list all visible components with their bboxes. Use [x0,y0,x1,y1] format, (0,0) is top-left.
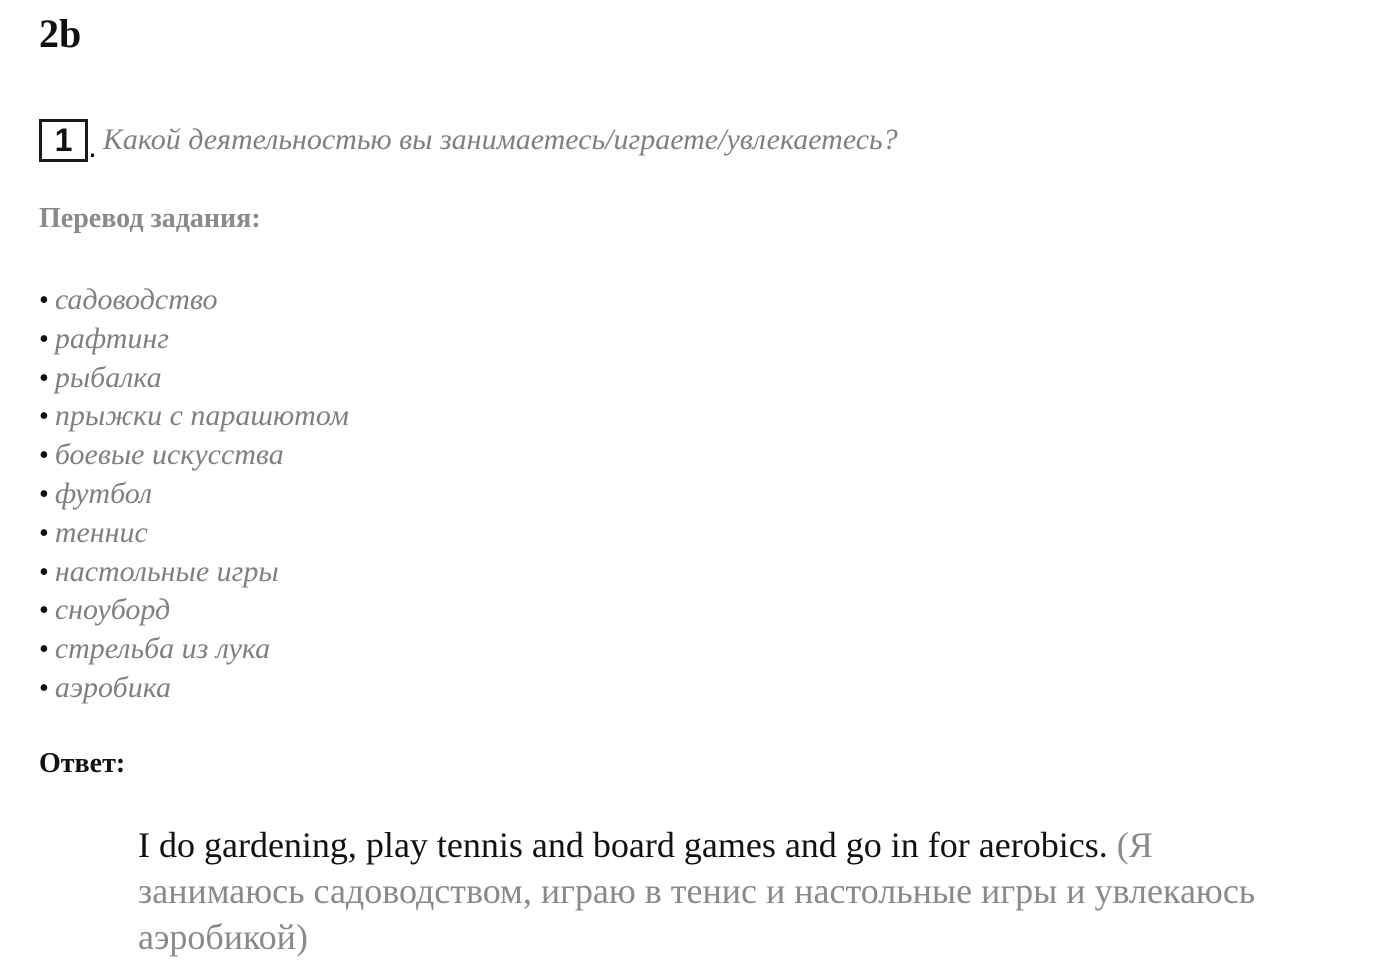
bullet-icon: • [39,556,49,588]
bullet-icon: • [39,517,49,549]
answer-english: I do gardening, play tennis and board games and go in for aerobics. [138,825,1108,865]
list-item [39,397,349,436]
activity-text: стрельба из лука [54,632,271,666]
activity-text: теннис [54,515,148,549]
bullet-icon: • [39,323,49,355]
list-item [39,669,349,708]
answer-russian-translation: (Я занимаюсь садоводством, играю в тенис и настольные игры и увлекаюсь аэробикой) [138,825,1256,957]
bullet-icon: • [39,285,49,316]
activity-text: боевые искусства [54,438,284,472]
bullet-icon: • [39,672,49,704]
task-number-box: 1 [39,119,88,162]
answer-heading: Ответ: [39,748,126,779]
activity-text: настольные игры [54,554,279,588]
list-item [39,630,349,669]
bullet-icon: • [39,634,49,666]
activity-text: садоводство [54,283,218,316]
activity-text: рафтинг [54,321,169,355]
activity-text: прыжки с парашютом [54,399,349,433]
bullet-icon: • [39,440,49,472]
list-item [39,359,349,398]
list-item [39,436,349,475]
task-number-dot: . [88,128,97,164]
activity-text: рыбалка [54,360,162,394]
task-statement [39,118,898,162]
section-title: 2b [39,11,82,56]
bullet-icon: • [39,595,49,627]
list-item [39,475,349,514]
activity-text: сноуборд [54,593,171,627]
bullet-icon: • [39,478,49,510]
activity-list [39,281,349,708]
list-item [39,281,349,320]
bullet-icon: • [39,401,49,433]
answer-paragraph [138,822,1318,960]
translation-heading: Перевод задания: [39,203,261,234]
list-item [39,514,349,553]
list-item [39,553,349,592]
activity-text: футбол [54,476,153,510]
bullet-icon: • [39,362,49,394]
list-item [39,320,349,359]
task-text: Какой деятельностью вы занимаетесь/играете/увлекаетесь? [102,123,898,156]
list-item [39,591,349,630]
activity-text: аэробика [54,670,172,704]
